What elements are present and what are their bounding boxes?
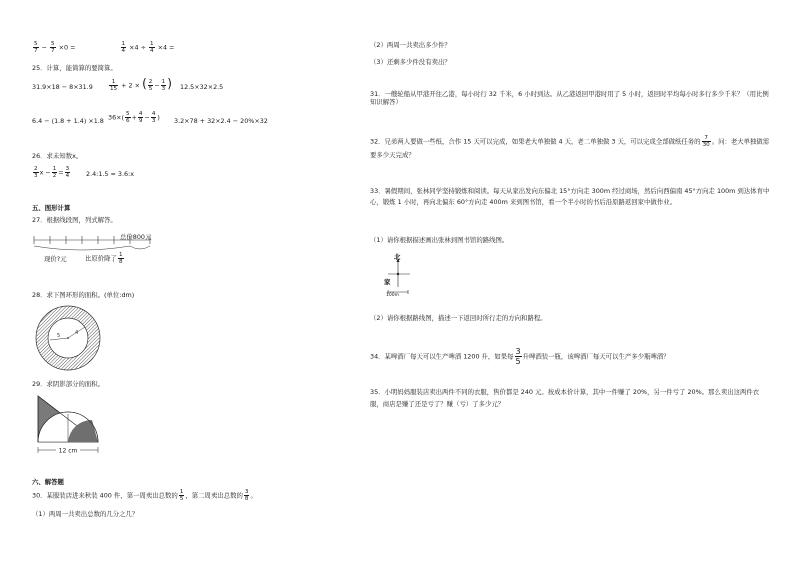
q25-expr-2: $\frac{1}{15}$ + 2 × ( $\frac{2}{5}$ − $\frac{1}{3}$ ): [110, 76, 172, 92]
q27-title: 27．根据线段图，列式解答。: [32, 216, 117, 224]
q30-stem: 30．某服装店进来秋装 400 件，第一周卖出总数的 $\frac{1}{5}$ ，第二周卖出总数的 $\frac{3}{8}$ 。: [32, 489, 257, 502]
scale-label: 100m: [386, 293, 399, 298]
warmup-expression-row: [32, 41, 174, 54]
fraction: $\frac{1}{2}$: [52, 166, 57, 179]
q34-text: 34．某啤酒厂每天可以生产啤酒 1200 升，如果每 $\frac{3}{5}$ 升啤酒装一瓶，该啤酒厂每天可以生产多少瓶啤酒？: [370, 347, 670, 366]
q30-sub2: （2）两周一共卖出多少件？: [370, 41, 451, 49]
q26-title: 26．求未知数x。: [32, 152, 83, 160]
fraction: $\frac{1}{3}$: [161, 79, 166, 92]
expression-tail: ×4 =: [157, 43, 175, 52]
fraction: $\frac{2}{3}$: [34, 166, 38, 179]
q35-text: 35．小明妈妈服装店卖出两件不同的衣服，售价都是 240 元。按成本价计算，其中一件赚了 20%，另一件亏了 20%。那么卖出这两件衣服，商店是赚了还是亏了？赚（亏）了多少元？: [370, 388, 760, 408]
q27-reduction-label: 比原价降了 $\frac{1}{8}$: [85, 252, 123, 265]
section-six-heading: 六、解答题: [32, 478, 64, 486]
compass-north-label: 北: [394, 253, 401, 261]
fraction: $\frac{7}{30}$: [702, 135, 710, 148]
q31-text: 31．一艘轮船从甲港开往乙港，每小时行 32 千米，6 小时到达。从乙港返回甲港时用了 5 小时，返回时平均每小时多行多少千米？（用比例知识解答）: [370, 90, 769, 106]
q30-sub3: （3）还剩多少件没有卖出？: [370, 58, 451, 66]
q25-expr-6: 3.2×78 + 32×2.4 − 20%×32: [174, 117, 268, 125]
q26-equation-b: 2.4:1.5 = 3.6:x: [86, 170, 134, 178]
fraction: $\frac{1}{15}$: [110, 79, 118, 92]
fraction: $\frac{5}{7}$: [51, 41, 55, 54]
fraction: $\frac{1}{4}$: [121, 41, 126, 54]
q32-text: 32．兄弟两人要做一些纸，合作 15 天可以完成，如果老大单独做 4 天，老二单独做 3 天，可以完成全部做纸任务的 $\frac{7}{30}$ 。问：老大单独做需要多少天完成？: [370, 135, 770, 159]
q27-current-price-label: 现价?元: [44, 255, 67, 263]
fraction: $\frac{1}{8}$: [118, 252, 123, 265]
q33-sub1: （1）请你根据描述画出张林到图书馆的路线图。: [370, 236, 509, 244]
fraction: $\frac{2}{5}$: [148, 79, 153, 92]
fraction: $\frac{1}{5}$: [179, 489, 184, 502]
fraction: $\frac{4}{9}$: [138, 111, 143, 124]
q25-expr-1: 31.9×18 − 8×31.9: [32, 83, 93, 91]
fraction: $\frac{3}{8}$: [244, 489, 249, 502]
operator: −: [41, 43, 47, 52]
fraction: $\frac{5}{7}$: [34, 41, 38, 54]
q29-shaded-figure: [34, 392, 104, 458]
section-five-heading: 五、图形计算: [32, 204, 71, 212]
q26-equation-a: $\frac{2}{3}$ x − $\frac{1}{2}$ = $\frac{3}{4}$: [34, 166, 70, 179]
q25-expr-5: 36×( $\frac{5}{6}$ + $\frac{4}{9}$ − $\frac{4}{3}$ ): [108, 111, 160, 124]
q28-title: 28．求下图环形的面积。(单位:dm): [32, 291, 135, 299]
fraction: $\frac{1}{4}$: [150, 41, 154, 54]
q25-title: 25．计算，能简算的要简算。: [32, 64, 117, 72]
q28-ring-figure: [33, 302, 103, 374]
q29-title: 29．求阴影部分的面积。: [32, 380, 105, 388]
fraction: $\frac{3}{5}$: [515, 347, 521, 366]
q28-inner-label: 5: [57, 333, 61, 339]
q25-expr-3: 12.5×32×2.5: [180, 83, 224, 91]
q27-total-label: 总价800元: [120, 233, 152, 241]
fraction: $\frac{5}{6}$: [125, 111, 130, 124]
q30-sub1: （1）两周一共卖出总数的几分之几？: [32, 510, 139, 518]
expression-tail: ×0 =: [58, 43, 76, 52]
compass-home-label: 家: [384, 278, 391, 286]
fraction: $\frac{4}{3}$: [151, 111, 156, 124]
q33-sub2: （2）请你根据路线图，描述一下返回时所行走的方向和路程。: [370, 314, 547, 322]
fraction: $\frac{3}{4}$: [65, 166, 70, 179]
q28-outer-label: 4: [75, 330, 79, 336]
q29-dimension-label: 12 cm: [58, 447, 78, 455]
q25-expr-4: 6.4 − (1.8 + 1.4) ×1.8: [32, 117, 104, 125]
expression-mid: ×4 ÷: [129, 43, 146, 52]
q33-text: 33．暑假期间，张林同学坚持锻炼和阅读。每天从家出发向东偏北 15°方向走 300m 经过商场，然后向西偏南 45°方向走 100m 到达体育中心，锻炼 1 小时，再向北偏东 60°方向走 400m 来到图书馆，看一个半小时的书后沿原路返回家中做作业。: [370, 187, 770, 206]
